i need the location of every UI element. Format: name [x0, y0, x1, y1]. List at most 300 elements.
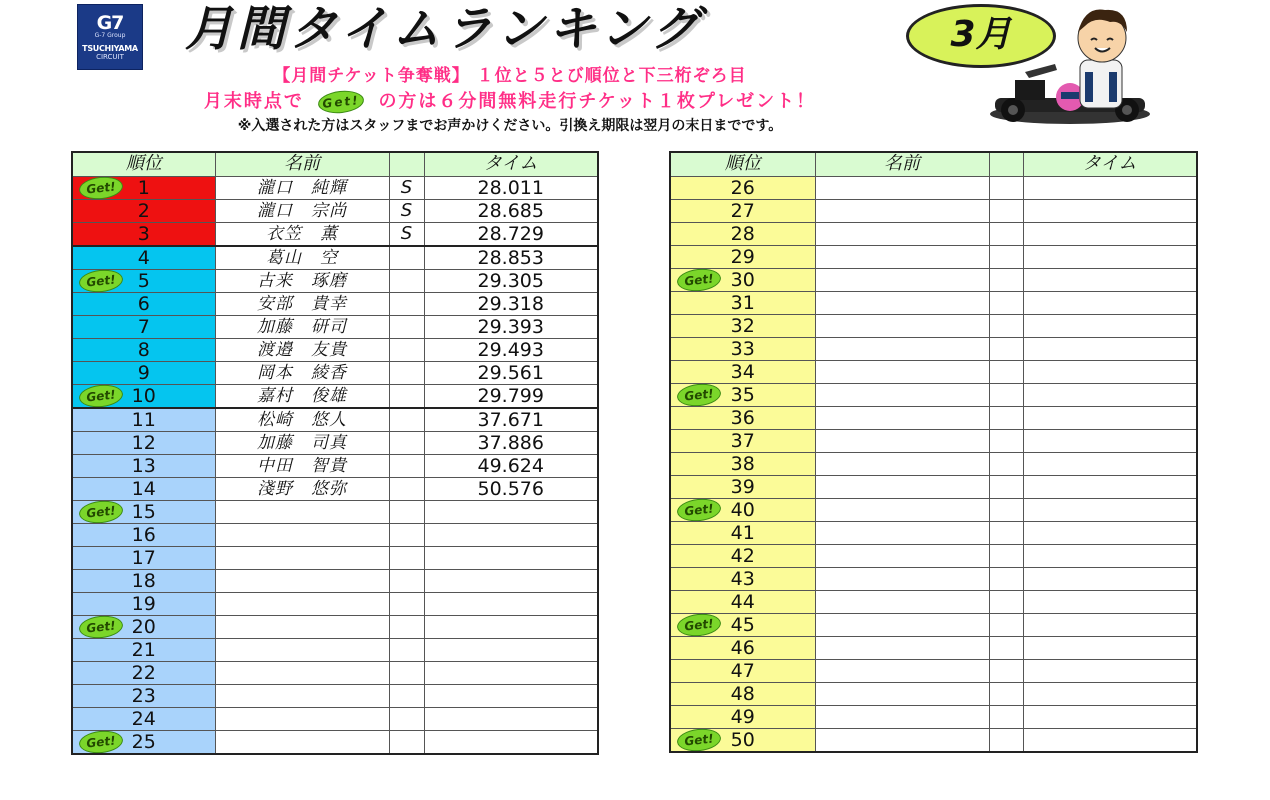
driver-name	[815, 567, 989, 590]
rank-cell	[670, 590, 815, 613]
lap-time	[1023, 728, 1197, 752]
class-mark	[389, 730, 424, 754]
rank-cell	[72, 246, 215, 270]
table-row	[72, 384, 598, 408]
rank-cell	[670, 521, 815, 544]
mascot-kart-illustration	[985, 2, 1155, 130]
table-row	[670, 475, 1197, 498]
table-header-row	[670, 152, 1197, 176]
rank-number: 50	[730, 728, 755, 751]
rank-number: 5	[137, 269, 150, 292]
month-badge: 3月	[906, 4, 1056, 68]
lap-time	[1023, 498, 1197, 521]
class-mark	[389, 707, 424, 730]
lap-time	[424, 707, 598, 730]
rank-cell	[670, 567, 815, 590]
rank-cell	[72, 707, 215, 730]
class-mark	[389, 246, 424, 270]
driver-name	[815, 199, 989, 222]
table-row	[72, 477, 598, 500]
class-mark	[389, 661, 424, 684]
lap-time	[1023, 314, 1197, 337]
col-header-rank: 順位	[670, 152, 815, 176]
table-row	[670, 682, 1197, 705]
lap-time	[1023, 245, 1197, 268]
table-row	[670, 314, 1197, 337]
driver-name	[815, 429, 989, 452]
rank-number: 11	[131, 408, 156, 431]
class-mark	[989, 475, 1023, 498]
rank-cell	[72, 269, 215, 292]
lap-time	[424, 730, 598, 754]
table-row	[72, 500, 598, 523]
table-row	[670, 429, 1197, 452]
rank-number: 6	[137, 292, 150, 315]
rank-cell	[72, 292, 215, 315]
rank-cell	[72, 222, 215, 246]
get-badge-icon: Get!	[676, 728, 722, 752]
driver-name	[815, 176, 989, 199]
rank-cell	[72, 199, 215, 222]
rank-cell	[72, 454, 215, 477]
driver-name	[815, 728, 989, 752]
driver-name: 嘉村 俊雄	[215, 384, 389, 408]
lap-time: 29.561	[424, 361, 598, 384]
rank-number: 10	[131, 384, 156, 407]
driver-name: 衣笠 薫	[215, 222, 389, 246]
rank-number: 37	[730, 429, 755, 452]
lap-time: 37.886	[424, 431, 598, 454]
class-mark	[389, 408, 424, 432]
lap-time	[1023, 590, 1197, 613]
class-mark	[389, 477, 424, 500]
rank-number: 33	[730, 337, 755, 360]
rank-cell	[670, 452, 815, 475]
class-mark	[989, 360, 1023, 383]
table-header-row	[72, 152, 598, 176]
class-mark	[989, 636, 1023, 659]
rank-cell	[72, 638, 215, 661]
rank-cell	[72, 730, 215, 754]
rank-number: 9	[137, 361, 150, 384]
table-row	[670, 406, 1197, 429]
lap-time	[1023, 199, 1197, 222]
driver-name	[815, 337, 989, 360]
class-mark	[989, 199, 1023, 222]
rank-number: 40	[730, 498, 755, 521]
rank-cell	[670, 222, 815, 245]
table-row	[670, 521, 1197, 544]
lap-time	[1023, 337, 1197, 360]
driver-name: 中田 智貴	[215, 454, 389, 477]
driver-name	[815, 659, 989, 682]
lap-time	[424, 661, 598, 684]
get-badge-icon: Get!	[78, 176, 124, 199]
table-row	[72, 523, 598, 546]
table-row	[670, 176, 1197, 199]
class-mark	[989, 682, 1023, 705]
table-row	[72, 707, 598, 730]
get-badge-icon: Get!	[78, 730, 124, 754]
driver-name	[215, 730, 389, 754]
rank-number: 19	[131, 592, 156, 615]
table-row	[72, 684, 598, 707]
logo-sub: CIRCUIT	[96, 53, 124, 61]
rank-cell	[72, 661, 215, 684]
get-badge-icon: Get!	[676, 268, 722, 291]
promo-offer	[100, 87, 920, 113]
class-mark	[989, 705, 1023, 728]
get-badge-icon: Get!	[676, 498, 722, 521]
driver-name	[815, 636, 989, 659]
lap-time	[1023, 475, 1197, 498]
class-mark	[389, 361, 424, 384]
driver-name: 瀧口 純輝	[215, 176, 389, 199]
table-row	[72, 315, 598, 338]
table-row	[72, 569, 598, 592]
class-mark	[989, 429, 1023, 452]
rank-number: 41	[730, 521, 755, 544]
rank-cell	[670, 268, 815, 291]
rank-number: 34	[730, 360, 755, 383]
class-mark	[389, 269, 424, 292]
class-mark	[389, 569, 424, 592]
col-header-time: タイム	[424, 152, 598, 176]
col-header-class	[389, 152, 424, 176]
lap-time	[424, 684, 598, 707]
ranking-table-left	[71, 151, 599, 755]
get-badge-icon: Get!	[78, 269, 124, 292]
driver-name	[815, 314, 989, 337]
get-badge-icon: Get!	[676, 383, 722, 406]
driver-name	[215, 638, 389, 661]
table-row	[72, 592, 598, 615]
rank-number: 38	[730, 452, 755, 475]
class-mark	[989, 314, 1023, 337]
lap-time	[1023, 567, 1197, 590]
lap-time: 28.011	[424, 176, 598, 199]
rank-cell	[72, 569, 215, 592]
rank-cell	[72, 523, 215, 546]
rank-cell	[72, 431, 215, 454]
table-row	[72, 730, 598, 754]
driver-name	[215, 500, 389, 523]
driver-name	[215, 661, 389, 684]
rank-cell	[670, 406, 815, 429]
lap-time	[424, 523, 598, 546]
class-mark	[989, 544, 1023, 567]
rank-cell	[670, 613, 815, 636]
lap-time	[1023, 406, 1197, 429]
logo-group: G-7 Group	[94, 32, 126, 39]
class-mark	[389, 338, 424, 361]
rank-number: 17	[131, 546, 156, 569]
driver-name: 岡本 綾香	[215, 361, 389, 384]
table-row	[670, 636, 1197, 659]
class-mark	[989, 613, 1023, 636]
table-row	[670, 590, 1197, 613]
table-row	[72, 222, 598, 246]
table-row	[72, 199, 598, 222]
class-mark	[989, 567, 1023, 590]
lap-time	[424, 569, 598, 592]
rank-number: 26	[730, 176, 755, 199]
rank-number: 24	[131, 707, 156, 730]
driver-name	[815, 590, 989, 613]
driver-name	[215, 523, 389, 546]
table-row	[72, 431, 598, 454]
table-row	[670, 567, 1197, 590]
driver-name: 瀧口 宗尚	[215, 199, 389, 222]
class-mark	[389, 523, 424, 546]
rank-number: 2	[137, 199, 150, 222]
lap-time: 29.318	[424, 292, 598, 315]
class-mark	[389, 384, 424, 408]
rank-number: 21	[131, 638, 156, 661]
class-mark	[989, 245, 1023, 268]
class-mark	[989, 337, 1023, 360]
driver-name	[815, 475, 989, 498]
get-badge-icon: Get!	[78, 384, 124, 408]
lap-time	[1023, 521, 1197, 544]
rank-number: 4	[137, 246, 150, 269]
rank-number: 32	[730, 314, 755, 337]
driver-name: 淺野 悠弥	[215, 477, 389, 500]
table-row	[670, 613, 1197, 636]
lap-time	[1023, 268, 1197, 291]
rank-cell	[670, 360, 815, 383]
rank-cell	[72, 315, 215, 338]
class-mark	[389, 292, 424, 315]
rank-cell	[670, 682, 815, 705]
table-row	[72, 661, 598, 684]
table-row	[670, 659, 1197, 682]
rank-number: 28	[730, 222, 755, 245]
driver-name	[815, 291, 989, 314]
driver-name: 松崎 悠人	[215, 408, 389, 432]
lap-time	[1023, 613, 1197, 636]
class-mark	[389, 546, 424, 569]
class-mark	[989, 590, 1023, 613]
table-row	[72, 454, 598, 477]
class-mark	[989, 659, 1023, 682]
driver-name	[815, 360, 989, 383]
rank-number: 49	[730, 705, 755, 728]
rank-cell	[72, 338, 215, 361]
lap-time	[424, 546, 598, 569]
col-header-rank: 順位	[72, 152, 215, 176]
rank-number: 39	[730, 475, 755, 498]
promo-offer-pre: 月末時点で	[203, 91, 304, 112]
table-row	[670, 360, 1197, 383]
rank-cell	[72, 477, 215, 500]
lap-time	[1023, 682, 1197, 705]
driver-name	[815, 452, 989, 475]
driver-name	[215, 707, 389, 730]
driver-name	[815, 245, 989, 268]
rank-number: 43	[730, 567, 755, 590]
driver-name	[815, 268, 989, 291]
rank-cell	[670, 636, 815, 659]
lap-time: 37.671	[424, 408, 598, 432]
driver-name	[815, 222, 989, 245]
class-mark: S	[389, 199, 424, 222]
lap-time	[1023, 360, 1197, 383]
page-title: 月間タイムランキング	[185, 1, 703, 57]
rank-cell	[670, 705, 815, 728]
rank-number: 18	[131, 569, 156, 592]
lap-time	[424, 500, 598, 523]
rank-number: 44	[730, 590, 755, 613]
rank-number: 35	[730, 383, 755, 406]
table-row	[670, 222, 1197, 245]
table-row	[72, 292, 598, 315]
rank-number: 12	[131, 431, 156, 454]
driver-name: 安部 貴幸	[215, 292, 389, 315]
rank-cell	[670, 291, 815, 314]
lap-time	[424, 592, 598, 615]
class-mark	[389, 500, 424, 523]
get-badge-icon: Get!	[78, 615, 124, 638]
get-badge-icon	[318, 91, 364, 113]
class-mark	[389, 454, 424, 477]
table-row	[72, 615, 598, 638]
lap-time	[1023, 636, 1197, 659]
table-row	[670, 498, 1197, 521]
rank-cell	[670, 199, 815, 222]
lap-time	[1023, 452, 1197, 475]
ranking-table-right	[669, 151, 1198, 753]
get-badge-label: Get!	[317, 89, 365, 116]
lap-time: 28.853	[424, 246, 598, 270]
rank-number: 47	[730, 659, 755, 682]
lap-time: 28.729	[424, 222, 598, 246]
lap-time	[1023, 383, 1197, 406]
logo-name: TSUCHIYAMA	[82, 44, 138, 53]
table-row	[72, 246, 598, 270]
rank-number: 48	[730, 682, 755, 705]
rank-cell	[72, 361, 215, 384]
lap-time	[1023, 176, 1197, 199]
rank-cell	[670, 383, 815, 406]
driver-name	[815, 705, 989, 728]
rank-number: 45	[730, 613, 755, 636]
lap-time	[1023, 659, 1197, 682]
driver-name	[815, 383, 989, 406]
class-mark	[989, 176, 1023, 199]
rank-cell	[670, 475, 815, 498]
col-header-name: 名前	[215, 152, 389, 176]
rank-cell	[72, 684, 215, 707]
table-row	[72, 638, 598, 661]
table-row	[72, 269, 598, 292]
lap-time: 49.624	[424, 454, 598, 477]
rank-cell	[670, 314, 815, 337]
rank-number: 42	[730, 544, 755, 567]
table-row	[670, 337, 1197, 360]
redemption-note: ※入選された方はスタッフまでお声かけください。引換え期限は翌月の末日までです。	[237, 118, 783, 134]
rank-cell	[670, 429, 815, 452]
rank-number: 15	[131, 500, 156, 523]
rank-cell	[72, 408, 215, 432]
logo-mark: G7	[96, 12, 124, 34]
lap-time	[424, 615, 598, 638]
rank-number: 14	[131, 477, 156, 500]
lap-time	[1023, 291, 1197, 314]
lap-time: 29.305	[424, 269, 598, 292]
driver-name: 加藤 司真	[215, 431, 389, 454]
rank-cell	[72, 500, 215, 523]
table-row	[72, 361, 598, 384]
driver-name	[215, 684, 389, 707]
rank-number: 20	[131, 615, 156, 638]
lap-time	[1023, 544, 1197, 567]
class-mark	[989, 498, 1023, 521]
class-mark	[989, 268, 1023, 291]
class-mark	[389, 638, 424, 661]
rank-number: 30	[730, 268, 755, 291]
rank-number: 27	[730, 199, 755, 222]
class-mark	[389, 592, 424, 615]
rank-number: 3	[137, 222, 150, 245]
lap-time: 29.493	[424, 338, 598, 361]
rank-number: 36	[730, 406, 755, 429]
promo-headline: 【月間チケット争奪戦】 １位と５とび順位と下三桁ぞろ目	[273, 66, 747, 86]
driver-name	[815, 498, 989, 521]
table-row	[670, 291, 1197, 314]
table-row	[72, 408, 598, 432]
class-mark	[989, 291, 1023, 314]
get-badge-icon: Get!	[78, 500, 124, 523]
table-row	[670, 728, 1197, 752]
driver-name: 古来 琢磨	[215, 269, 389, 292]
lap-time: 29.393	[424, 315, 598, 338]
class-mark: S	[389, 176, 424, 199]
class-mark	[989, 406, 1023, 429]
rank-number: 46	[730, 636, 755, 659]
rank-number: 29	[730, 245, 755, 268]
driver-name	[215, 592, 389, 615]
table-row	[670, 268, 1197, 291]
rank-cell	[670, 544, 815, 567]
driver-name	[215, 569, 389, 592]
lap-time	[1023, 705, 1197, 728]
table-row	[670, 383, 1197, 406]
table-row	[670, 452, 1197, 475]
class-mark	[989, 452, 1023, 475]
table-row	[72, 546, 598, 569]
col-header-name: 名前	[815, 152, 989, 176]
rank-cell	[670, 659, 815, 682]
class-mark	[989, 728, 1023, 752]
class-mark	[389, 615, 424, 638]
rank-number: 31	[730, 291, 755, 314]
driver-name	[815, 544, 989, 567]
table-row	[670, 245, 1197, 268]
rank-cell	[670, 245, 815, 268]
rank-cell	[72, 176, 215, 199]
table-row	[670, 705, 1197, 728]
lap-time	[1023, 222, 1197, 245]
rank-cell	[670, 176, 815, 199]
driver-name	[815, 406, 989, 429]
col-header-time: タイム	[1023, 152, 1197, 176]
rank-number: 8	[137, 338, 150, 361]
driver-name: 渡邉 友貴	[215, 338, 389, 361]
lap-time	[424, 638, 598, 661]
rank-number: 22	[131, 661, 156, 684]
rank-cell	[670, 337, 815, 360]
